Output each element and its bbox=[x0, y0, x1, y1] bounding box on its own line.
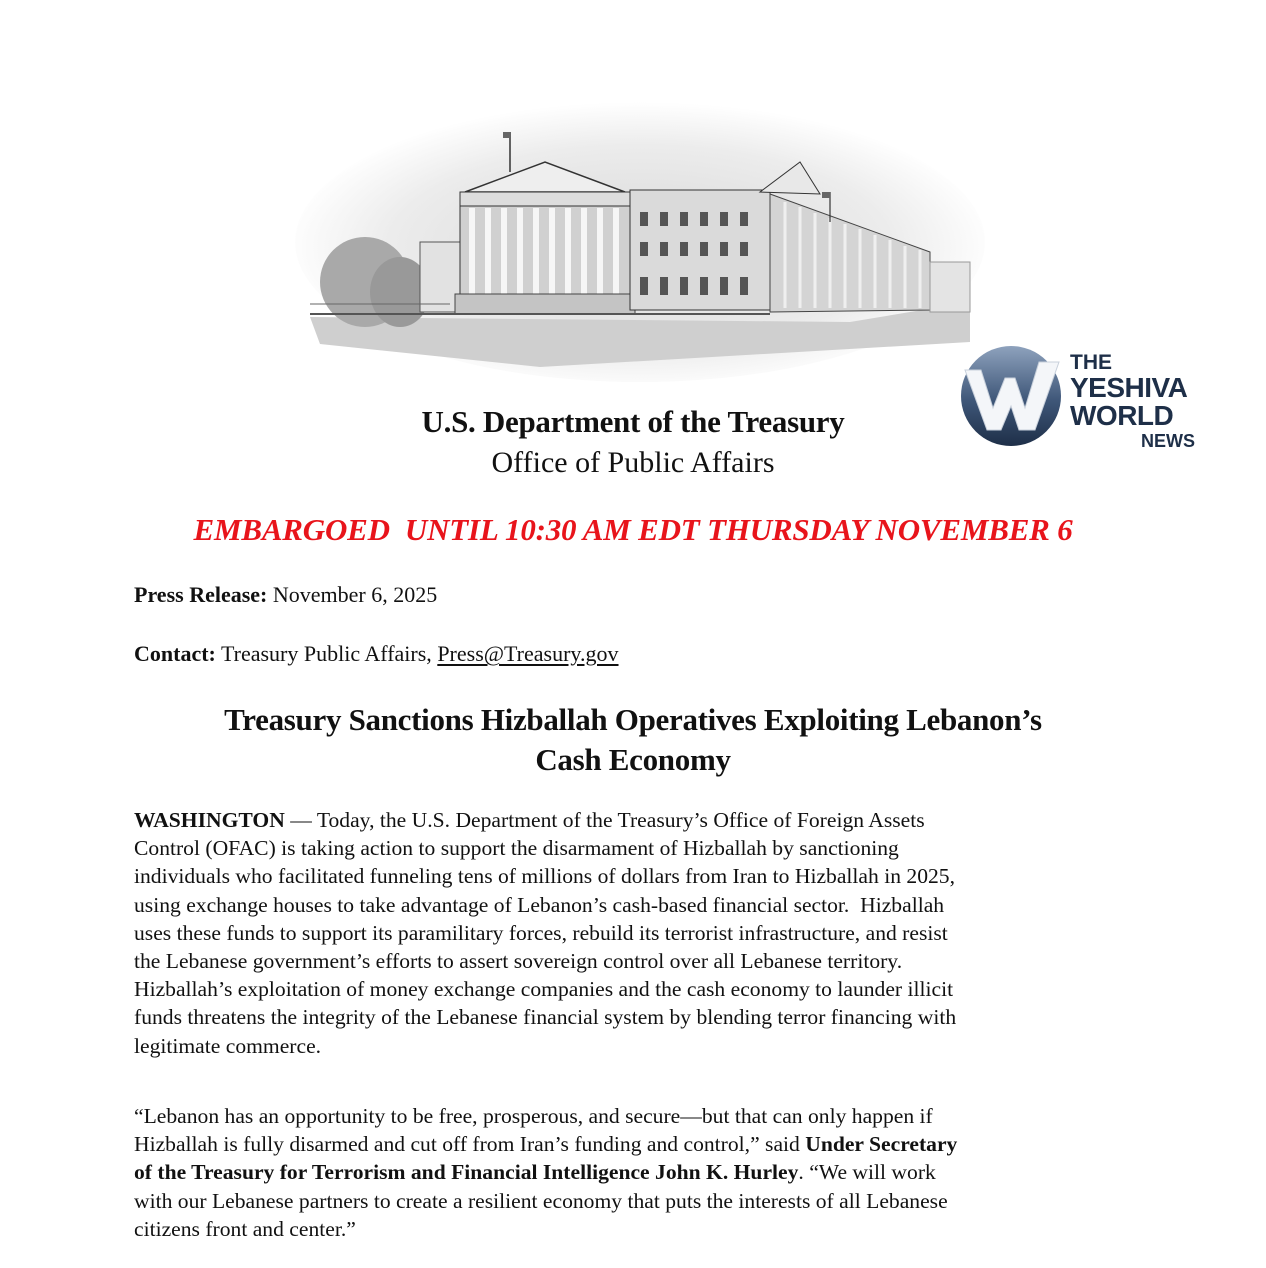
paragraph-line: funds threatens the integrity of the Lebanese financial system by blending terror financing with bbox=[134, 1005, 957, 1030]
contact-label: Contact: bbox=[134, 641, 216, 666]
speaker-title: Under Secretary bbox=[805, 1132, 958, 1157]
title-line-1: Treasury Sanctions Hizballah Operatives Exploiting Lebanon’s bbox=[224, 702, 1042, 737]
press-release-line bbox=[134, 582, 437, 608]
line-text: — Today, the U.S. Department of the Treasury’s Office of Foreign Assets bbox=[284, 808, 925, 832]
contact-email-link[interactable]: Press@Treasury.gov bbox=[437, 641, 619, 666]
quote-line bbox=[134, 1130, 1134, 1158]
paragraph-line: uses these funds to support its paramilitary forces, rebuild its terrorist infrastructure, and resist bbox=[134, 920, 948, 945]
paragraph-line: legitimate commerce. bbox=[134, 1033, 322, 1058]
paragraph-line bbox=[134, 806, 1134, 834]
press-release-label: Press Release: bbox=[134, 582, 268, 607]
contact-line bbox=[134, 641, 619, 667]
quote-line bbox=[134, 1158, 1134, 1186]
contact-name: Treasury Public Affairs, bbox=[215, 641, 438, 666]
paragraph-line: Control (OFAC) is taking action to support the disarmament of Hizballah by sanctioning bbox=[134, 836, 899, 861]
line-text: . “We will work bbox=[798, 1160, 936, 1185]
quote-line: with our Lebanese partners to create a resilient economy that puts the interests of all Lebanese bbox=[134, 1188, 948, 1213]
embargo-notice bbox=[0, 512, 1266, 548]
quote-line: “Lebanon has an opportunity to be free, prosperous, and secure—but that can only happen if bbox=[134, 1104, 933, 1128]
press-release-date: November 6, 2025 bbox=[267, 582, 438, 607]
paragraph-line: the Lebanese government’s efforts to assert sovereign control over all Lebanese territory. bbox=[134, 949, 903, 974]
press-release-title bbox=[100, 700, 1166, 780]
logo-line-yeshiva: YESHIVA bbox=[1070, 372, 1188, 403]
paragraph-line: individuals who facilitated funneling tens of millions of dollars from Iran to Hizballah in 2025, bbox=[134, 864, 955, 889]
logo-line-the: THE bbox=[1070, 351, 1112, 374]
embargo-text: EMBARGOED UNTIL 10:30 AM EDT THURSDAY NOVEMBER 6 bbox=[193, 512, 1073, 547]
treasury-building-engraving bbox=[290, 82, 990, 382]
paragraph-washington bbox=[134, 806, 1134, 1060]
logo-line-news: NEWS bbox=[1141, 431, 1195, 451]
dateline: WASHINGTON bbox=[134, 808, 285, 832]
office-subheading: Office of Public Affairs bbox=[491, 446, 775, 479]
paragraph-quote bbox=[134, 1102, 1134, 1243]
paragraph-line: using exchange houses to take advantage of Lebanon’s cash-based financial sector. Hizballah bbox=[134, 892, 945, 917]
speaker-name: of the Treasury for Terrorism and Financial Intelligence John K. Hurley bbox=[134, 1160, 799, 1185]
quote-line: citizens front and center.” bbox=[134, 1216, 356, 1241]
title-line-2: Cash Economy bbox=[535, 742, 731, 777]
logo-line-world: WORLD bbox=[1070, 400, 1174, 431]
department-heading: U.S. Department of the Treasury bbox=[421, 404, 845, 439]
paragraph-line: Hizballah’s exploitation of money exchange companies and the cash economy to launder illicit bbox=[134, 977, 954, 1002]
line-text: Hizballah is fully disarmed and cut off from Iran’s funding and control,” said bbox=[134, 1132, 806, 1157]
